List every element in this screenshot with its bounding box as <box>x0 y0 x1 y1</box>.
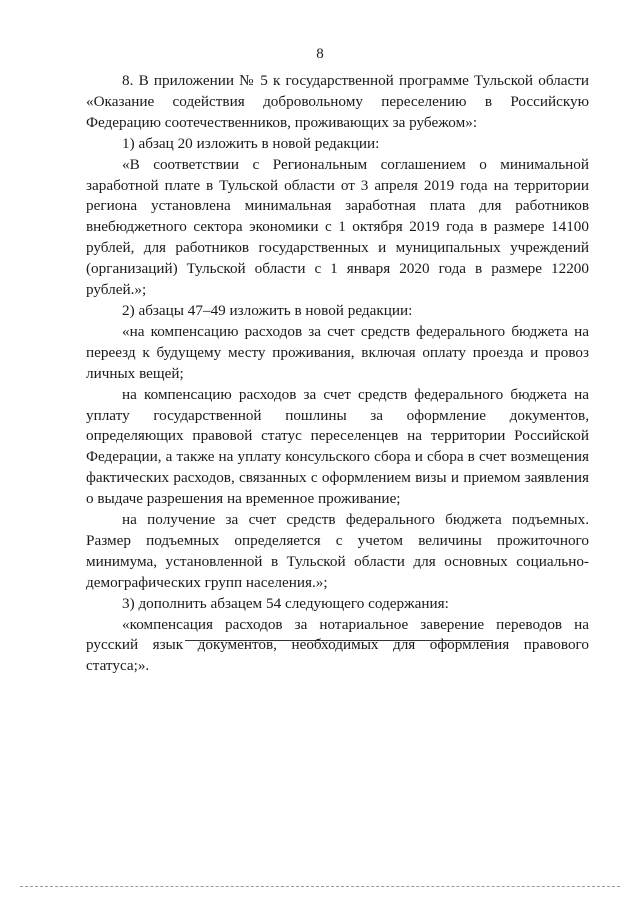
paragraph-quote-abzac-20: «В соответствии с Региональным соглашением о минимальной заработной плате в Тульской области от 3 апреля 2019 года на территории региона установлена минимальная заработная плата для работников внебюджетного сектора экономики с 1 октября 2019 года в размере 14100 рублей, для работников государственных и муниципальных учреждений (организаций) Тульской области с 1 января 2020 года в размере 12200 рублей.»; <box>86 155 589 299</box>
paragraph-quote-abzac-48: на компенсацию расходов за счет средств федерального бюджета на уплату государственной пошлины за оформление документов, определяющих правовой статус переселенцев на территории Российской Федерации, а также на уплату консульского сбора и сбора в счет возмещения фактических расходов, связанных с оформлением визы и приемом заявления о выдаче разрешения на временное проживание; <box>86 385 589 508</box>
paragraph-subitem-1: 1) абзац 20 изложить в новой редакции: <box>122 134 380 152</box>
paragraph-quote-abzac-47: «на компенсацию расходов за счет средств федерального бюджета на переезд к будущему месту проживания, включая оплату проезда и провоз личных вещей; <box>86 322 589 382</box>
paragraph-quote-abzac-54: «компенсация расходов за нотариальное заверение переводов на русский язык документов, необходимых для оформления правового статуса;». <box>86 615 589 675</box>
paragraph-subitem-3: 3) дополнить абзацем 54 следующего содержания: <box>122 594 449 612</box>
page-number: 8 <box>316 46 324 62</box>
end-separator-line <box>185 640 493 641</box>
paragraph-item-8-intro: 8. В приложении № 5 к государственной программе Тульской области «Оказание содействия добровольному переселению в Российскую Федерацию соотечественников, проживающих за рубежом»: <box>86 72 589 131</box>
footer-dashed-line <box>20 886 620 887</box>
paragraph-subitem-2: 2) абзацы 47–49 изложить в новой редакции: <box>122 301 413 319</box>
paragraph-quote-abzac-49: на получение за счет средств федерального бюджета подъемных. Размер подъемных определяется с учетом величины прожиточного минимума, установленной в Тульской области для основных социально-демографических групп населения.»; <box>86 511 589 591</box>
document-body <box>86 71 589 677</box>
